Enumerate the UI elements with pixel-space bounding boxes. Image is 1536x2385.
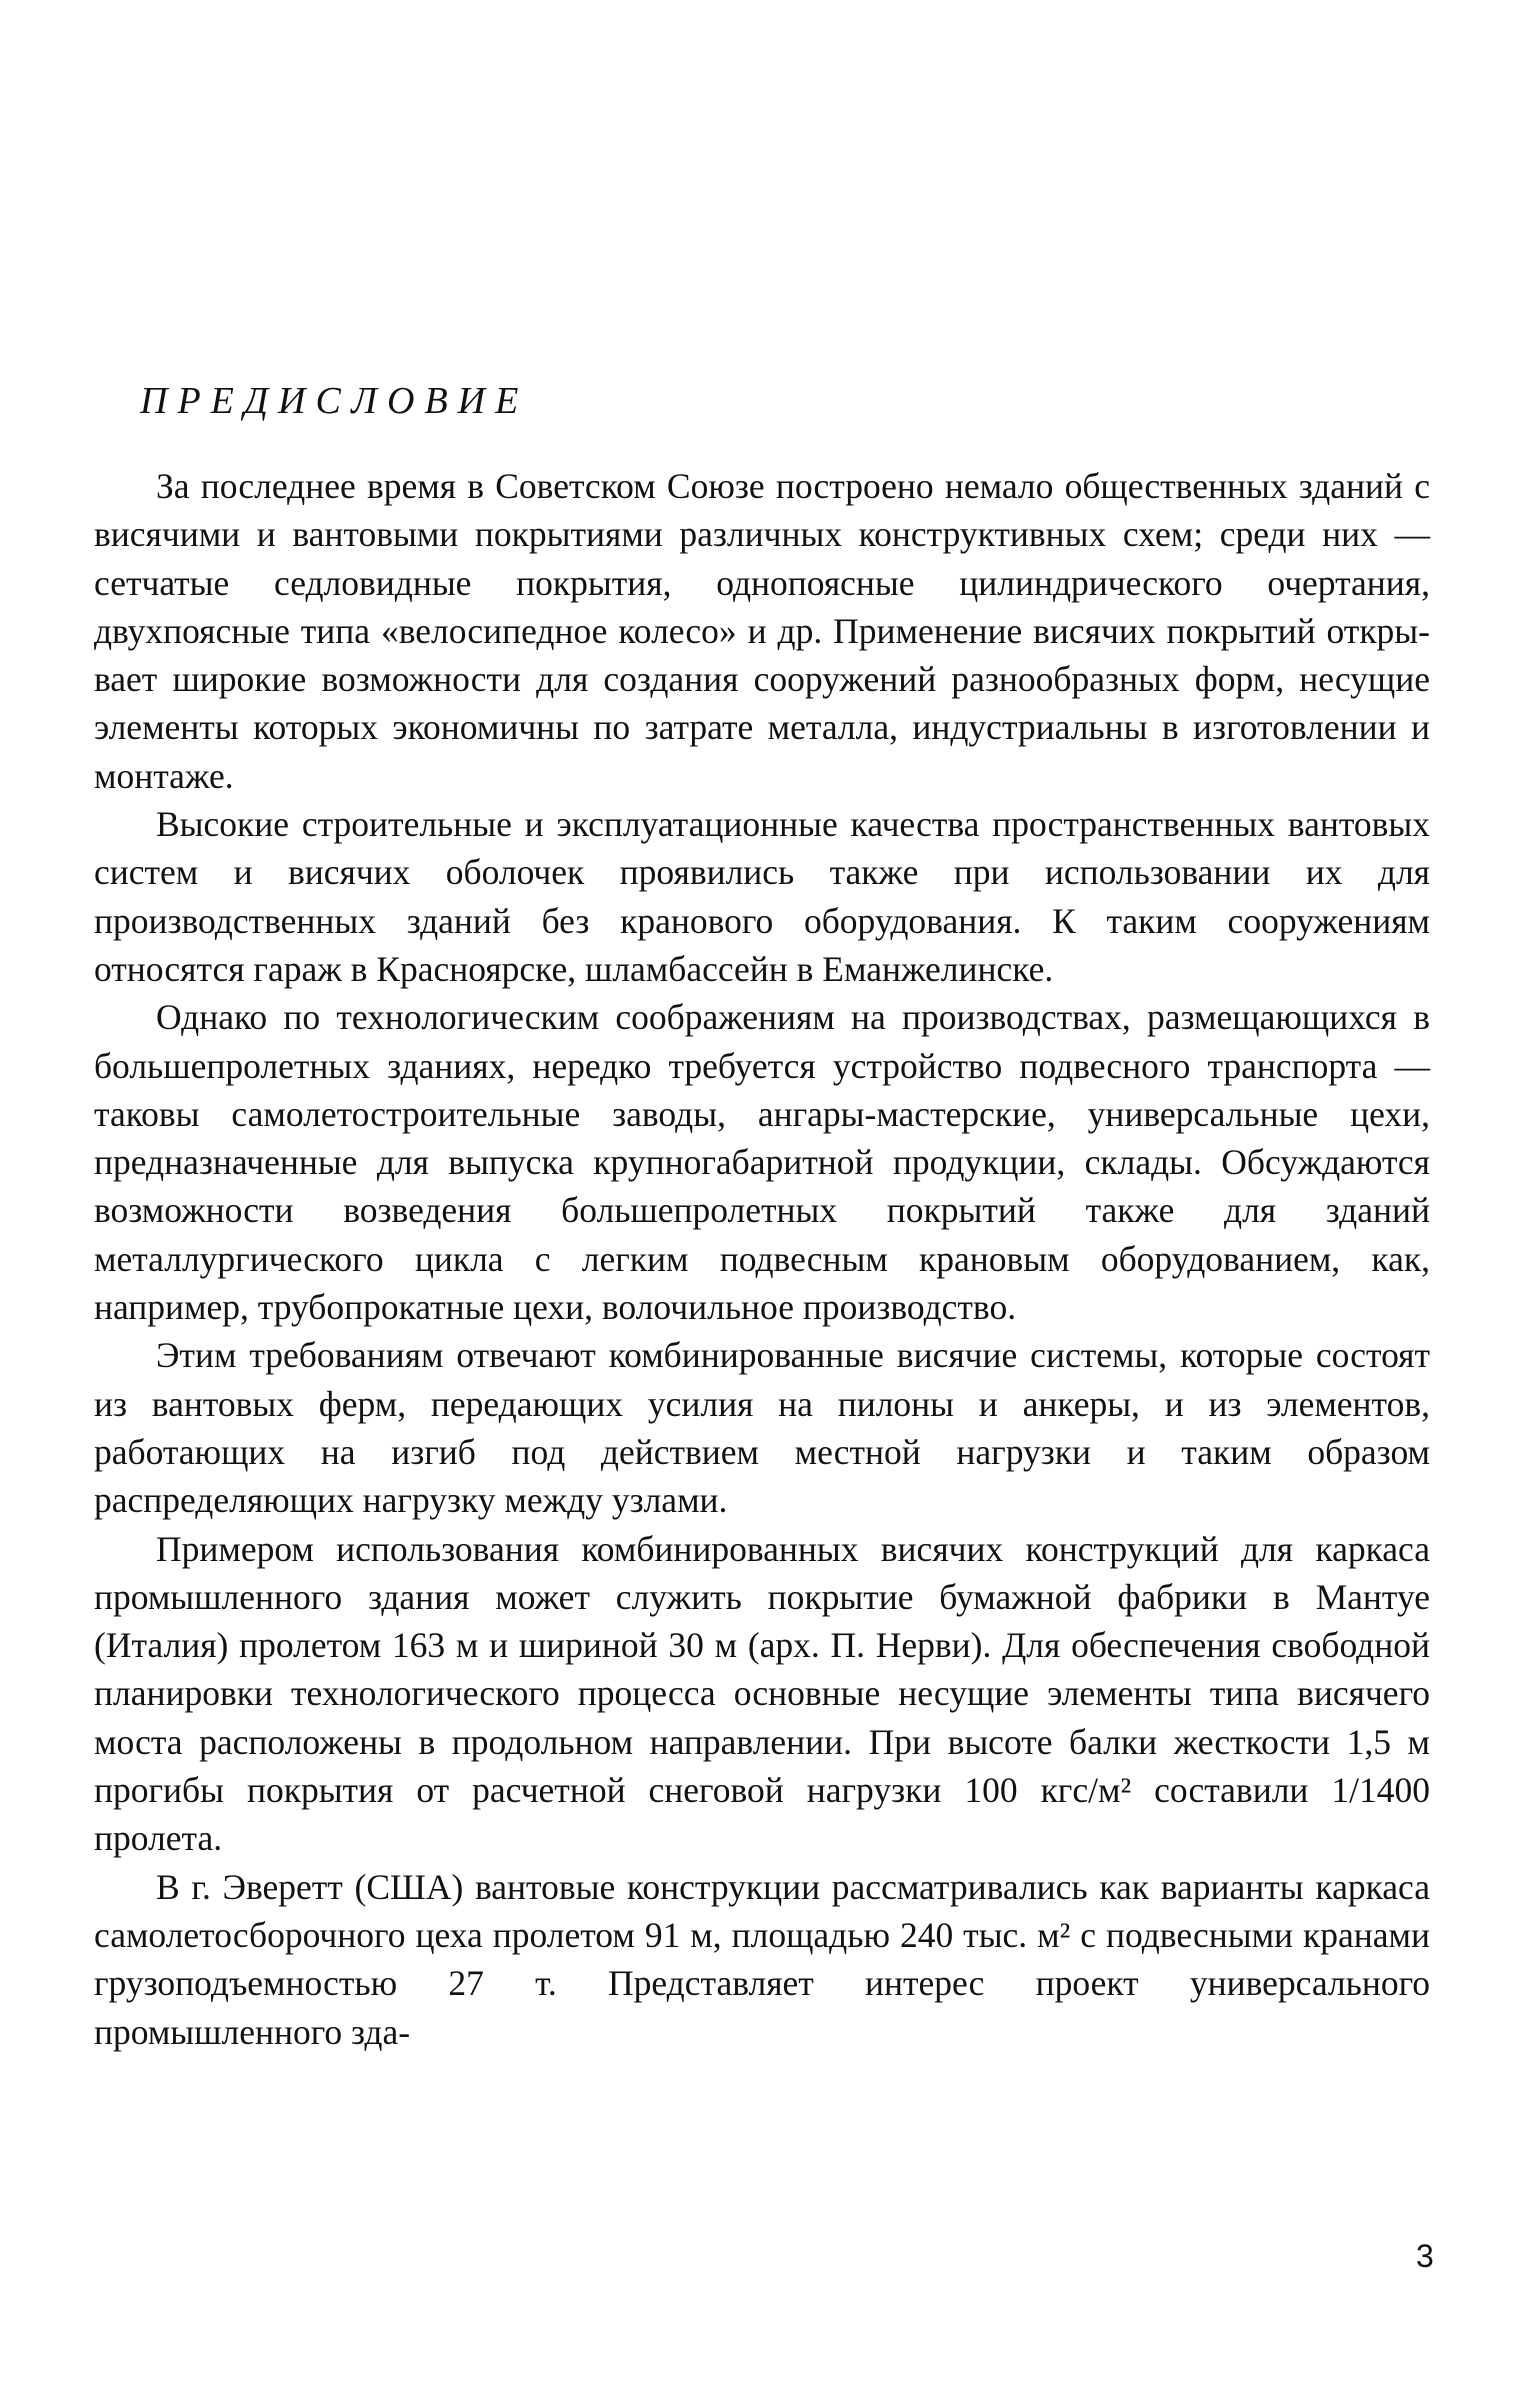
paragraph-3: Однако по технологическим соображениям на производствах, размещающихся в большепролетных зданиях, нередко требуется устройство подвесного транспорта — таковы самолетостроительные заводы, ангары-мастерские, универсальные цехи, предназначенные для выпуска крупногабаритной продукции, склады. Обсуждаются возможности возведения большепролетных покрытий также для зданий металлургического цикла с легким подвесным крановым оборудованием, как, например, трубопрокатные цехи, волочильное производство. [94, 997, 1430, 1328]
paragraph-4: Этим требованиям отвечают комбинированные висячие системы, которые состоят из вантовых ферм, передающих усилия на пилоны и анкеры, и из элементов, работающих на изгиб под действием местной нагрузки и таким образом распределяющих нагрузку между узлами. [94, 1335, 1430, 1521]
preface-body [94, 462, 1430, 2056]
page-number: 3 [1416, 2238, 1434, 2274]
paragraph-5: Примером использования комбинированных висячих конструкций для каркаса промышленного здания может служить покрытие бумажной фабрики в Мантуе (Италия) пролетом 163 м и шириной 30 м (арх. П. Нерви). Для обеспечения свободной планировки технологического процесса основные несущие элементы типа висячего моста расположены в продольном направлении. При высоте балки жесткости 1,5 м прогибы покрытия от расчетной снеговой нагрузки 100 кгс/м² составили 1/1400 пролета. [94, 1528, 1430, 1859]
paragraph-6: В г. Эверетт (США) вантовые конструкции рассматривались как варианты каркаса самолетосборочного цеха пролетом 91 м, площадью 240 тыс. м² с подвесными кранами грузоподъемностью 27 т. Представляет интерес проект универсального промышленного зда- [94, 1866, 1430, 2052]
paragraph-1: За последнее время в Советском Союзе построено немало общественных зданий с висячими и вантовыми покрытиями различных конструктивных схем; среди них — сетчатые седловидные покрытия, однопоясные цилиндрического очертания, двухпоясные типа «велосипедное колесо» и др. Применение висячих покрытий открывает широкие возможности для создания сооружений разнообразных форм, несущие элементы которых экономичны по затрате металла, индустриальны в изготовлении и монтаже. [94, 466, 1430, 796]
page-title: ПРЕДИСЛОВИЕ [140, 380, 529, 422]
paragraph-2: Высокие строительные и эксплуатационные качества пространственных вантовых систем и висячих оболочек проявились также при использовании их для производственных зданий без кранового оборудования. К таким сооружениям относятся гараж в Красноярске, шламбассейн в Еманжелинске. [94, 804, 1430, 989]
